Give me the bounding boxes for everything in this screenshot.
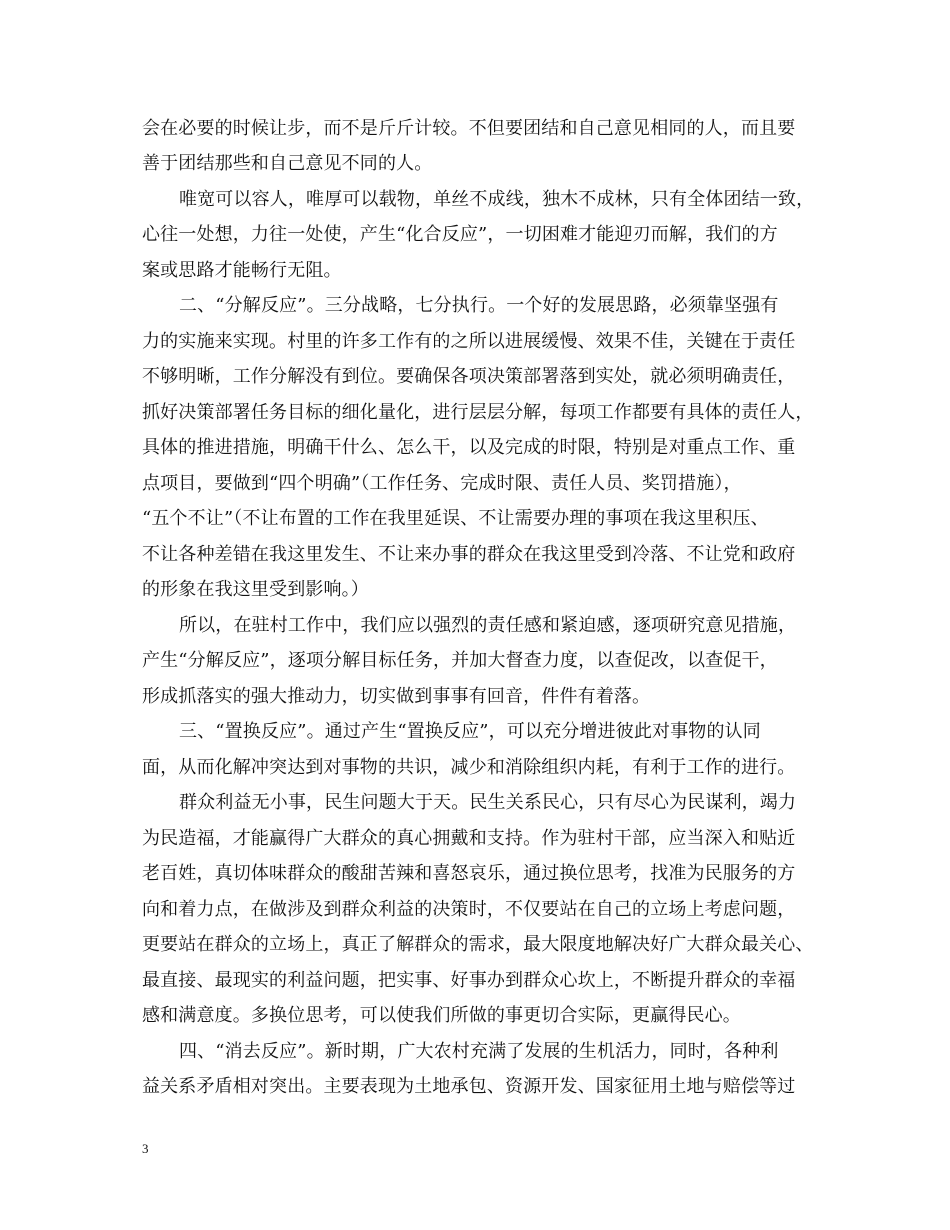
- body-line-1: 会在必要的时候让步，而不是斤斤计较。不但要团结和自己意见相同的人，而且要: [142, 118, 796, 139]
- body-line-7: 力的实施来实现。村里的许多工作有的之所以进展缓慢、效果不佳，关键在于责任: [142, 331, 796, 352]
- body-line-11: 点项目，要做到“四个明确”（工作任务、完成时限、责任人员、奖罚措施），: [142, 473, 742, 494]
- body-line-9: 抓好决策部署任务目标的细化量化，进行层层分解，每项工作都要有具体的责任人，: [142, 402, 814, 423]
- body-line-28: 益关系矛盾相对突出。主要表现为土地承包、资源开发、国家征用土地与赔偿等过: [142, 1076, 796, 1097]
- body-line-16: 产生“分解反应”，逐项分解目标任务，并加大督查力度，以查促改，以查促干，: [142, 650, 778, 671]
- paragraph-start-line-6: 二、“分解反应”。三分战略，七分执行。一个好的发展思路，必须靠坚强有: [179, 295, 779, 316]
- paragraph-start-line-18: 三、“置换反应”。通过产生“置换反应”，可以充分增进彼此对事物的认同: [179, 721, 761, 742]
- paragraph-start-line-3: 唯宽可以容人，唯厚可以载物，单丝不成线，独木不成林，只有全体团结一致，: [179, 189, 815, 210]
- body-line-4: 心往一处想，力往一处使，产生“化合反应”，一切困难才能迎刃而解，我们的方: [142, 224, 778, 245]
- body-line-23: 向和着力点，在做涉及到群众利益的决策时，不仅要站在自己的立场上考虑问题，: [142, 899, 796, 920]
- body-line-22: 老百姓，真切体味群众的酸甜苦辣和喜怒哀乐，通过换位思考，找准为民服务的方: [142, 863, 796, 884]
- body-line-5: 案或思路才能畅行无阻。: [142, 260, 342, 281]
- paragraph-start-line-27: 四、“消去反应”。新时期，广大农村充满了发展的生机活力，同时，各种利: [179, 1041, 779, 1062]
- body-line-26: 感和满意度。多换位思考，可以使我们所做的事更切合实际，更赢得民心。: [142, 1005, 741, 1026]
- body-line-13: 不让各种差错在我这里发生、不让来办事的群众在我这里受到冷落、不让党和政府: [142, 544, 796, 565]
- body-line-19: 面，从而化解冲突达到对事物的共识，减少和消除组织内耗，有利于工作的进行。: [142, 757, 796, 778]
- paragraph-start-line-15: 所以，在驻村工作中，我们应以强烈的责任感和紧迫感，逐项研究意见措施，: [179, 615, 797, 636]
- body-line-24: 更要站在群众的立场上，真正了解群众的需求，最大限度地解决好广大群众最关心、: [142, 934, 814, 955]
- body-line-8: 不够明晰，工作分解没有到位。要确保各项决策部署落到实处，就必须明确责任，: [142, 366, 796, 387]
- body-line-2: 善于团结那些和自己意见不同的人。: [142, 153, 433, 174]
- body-line-25: 最直接、最现实的利益问题，把实事、好事办到群众心坎上，不断提升群众的幸福: [142, 970, 796, 991]
- body-line-10: 具体的推进措施，明确干什么、怎么干，以及完成的时限，特别是对重点工作、重: [142, 437, 796, 458]
- paragraph-start-line-20: 群众利益无小事，民生问题大于天。民生关系民心，只有尽心为民谋利，竭力: [179, 792, 797, 813]
- body-line-17: 形成抓落实的强大推动力，切实做到事事有回音，件件有着落。: [142, 686, 651, 707]
- page-number: 3: [142, 1141, 149, 1156]
- body-line-14: 的形象在我这里受到影响。）: [142, 579, 369, 600]
- body-line-21: 为民造福，才能赢得广大群众的真心拥戴和支持。作为驻村干部，应当深入和贴近: [142, 828, 796, 849]
- body-line-12: “五个不让”（不让布置的工作在我里延误、不让需要办理的事项在我这里积压、: [142, 508, 769, 529]
